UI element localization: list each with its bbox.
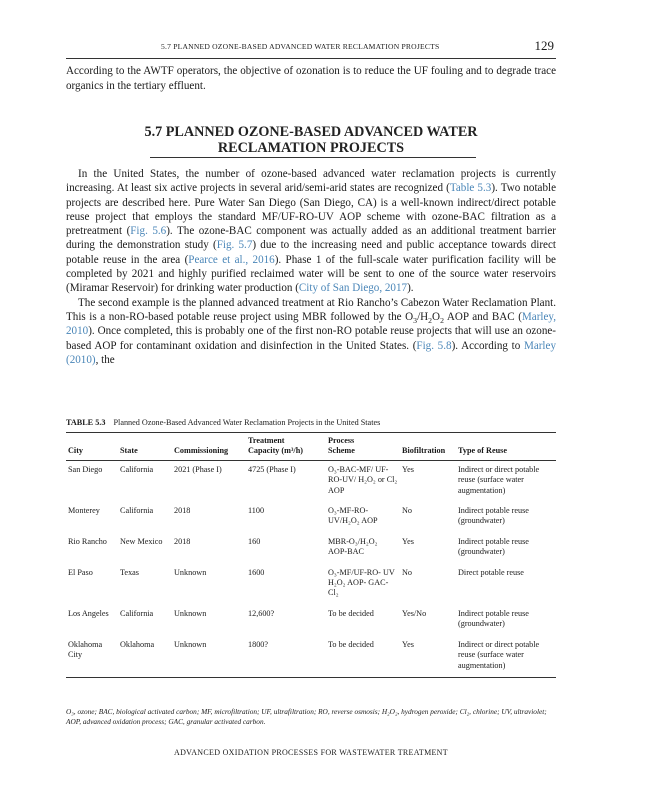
projects-table bbox=[66, 432, 556, 678]
cell-process: O₃-MF/UF-RO- UV H₂O₂ AOP- GAC-Cl₂ bbox=[328, 567, 395, 598]
text-run: ). Once completed, this is probably one of the first non-RO potable reuse projects that will use an ozone-based AOP for contaminant oxidation and disinfection in the United States. ( bbox=[66, 325, 556, 352]
cell-process: MBR-O₃/H₂O₂ AOP-BAC bbox=[328, 536, 378, 557]
book-title-footer: ADVANCED OXIDATION PROCESSES FOR WASTEWATER TREATMENT bbox=[174, 748, 448, 757]
section-title-line1: PLANNED OZONE-BASED ADVANCED WATER bbox=[165, 124, 478, 140]
cell-capacity: 160 bbox=[248, 536, 261, 546]
paragraph-2 bbox=[66, 296, 556, 367]
fig-5-6-link[interactable]: Fig. 5.6 bbox=[130, 225, 167, 238]
cell-capacity: 4725 (Phase I) bbox=[248, 464, 296, 474]
cell-reuse: Indirect or direct potable reuse (surface water augmentation) bbox=[458, 639, 540, 670]
cell-city: Rio Rancho bbox=[68, 536, 107, 546]
col-header-process bbox=[326, 433, 400, 461]
table-row bbox=[66, 460, 556, 502]
cell-commissioning: Unknown bbox=[174, 639, 207, 649]
cell-reuse: Indirect potable reuse (groundwater) bbox=[458, 536, 529, 557]
capacity-header-line1: Treatment bbox=[248, 436, 285, 445]
table-row bbox=[66, 564, 556, 605]
city-san-diego-2017-link[interactable]: City of San Diego, 2017 bbox=[298, 282, 408, 295]
cell-biofiltration: Yes bbox=[402, 464, 414, 474]
table-wrapper bbox=[66, 432, 556, 678]
process-header-line1: Process bbox=[328, 436, 355, 445]
cell-capacity: 1100 bbox=[248, 506, 265, 516]
col-header-reuse: Type of Reuse bbox=[458, 446, 507, 456]
cell-commissioning: Unknown bbox=[174, 567, 207, 577]
cell-state: Oklahoma bbox=[120, 639, 155, 649]
text-run: ). According to bbox=[451, 339, 524, 352]
capacity-header-line2: Capacity (m³/h) bbox=[248, 446, 303, 456]
process-header-line2: Scheme bbox=[328, 446, 355, 456]
col-header-commissioning: Commissioning bbox=[174, 446, 229, 456]
cell-commissioning: 2018 bbox=[174, 506, 191, 516]
fig-5-7-link[interactable]: Fig. 5.7 bbox=[216, 239, 253, 252]
cell-reuse: Direct potable reuse bbox=[458, 567, 524, 577]
text-run: ). Phase 1 of the full-scale water purification facility will be completed by 2021 and highly purified reclaimed water will be sent to one of the source water reservoirs (Miramar Reservoir) for drinking water production ( bbox=[66, 253, 556, 295]
cell-capacity: 1800? bbox=[248, 639, 269, 649]
section-rule bbox=[150, 157, 476, 158]
table-row bbox=[66, 502, 556, 533]
table-caption-text: Planned Ozone-Based Advanced Water Reclamation Projects in the United States bbox=[113, 418, 381, 427]
cell-reuse: Indirect potable reuse (groundwater) bbox=[458, 608, 529, 629]
table-row bbox=[66, 533, 556, 564]
table-row bbox=[66, 636, 556, 678]
section-number: 5.7 bbox=[144, 124, 163, 140]
cell-biofiltration: No bbox=[402, 506, 413, 516]
cell-city: Los Angeles bbox=[68, 608, 109, 618]
cell-state: California bbox=[120, 608, 154, 618]
marley-2010-link[interactable]: Marley, 2010 bbox=[66, 310, 556, 338]
col-header-state: State bbox=[120, 446, 138, 456]
cell-state: California bbox=[120, 506, 154, 516]
page-number: 129 bbox=[534, 38, 554, 53]
cell-reuse: Indirect potable reuse (groundwater) bbox=[458, 506, 529, 526]
text-run: In the United States, the number of ozone-based advanced water reclamation projects is currently increasing. At least six active projects in several arid/semi-arid states are recognized ( bbox=[66, 168, 556, 195]
cell-state: California bbox=[120, 464, 154, 474]
text-run: ). The ozone-BAC component was actually added as an additional treatment barrier during the demonstration study ( bbox=[66, 225, 556, 252]
intro-paragraph: According to the AWTF operators, the objective of ozonation is to reduce the UF fouling and to degrade trace organics in the tertiary effluent. bbox=[66, 65, 556, 92]
table-label: TABLE 5.3 bbox=[66, 418, 106, 427]
text-run: The second example is the planned advanced treatment at Rio Rancho’s Cabezon Water Reclamation Plant. This is a non-RO-based potable reuse project using MBR followed by the O bbox=[66, 296, 556, 323]
section-title bbox=[106, 124, 516, 156]
body-text bbox=[66, 167, 556, 367]
cell-state: New Mexico bbox=[120, 536, 163, 546]
cell-capacity: 12,600? bbox=[248, 608, 275, 618]
subscript: 3 bbox=[413, 316, 418, 326]
running-title: 5.7 PLANNED OZONE-BASED ADVANCED WATER RECLAMATION PROJECTS bbox=[161, 42, 440, 51]
cell-city: Oklahoma City bbox=[68, 639, 103, 660]
col-header-capacity bbox=[246, 433, 326, 461]
text-run: AOP and BAC ( bbox=[443, 310, 522, 323]
cell-process: To be decided bbox=[328, 639, 374, 649]
cell-process: O₃-MF-RO- UV/H₂O₂ AOP bbox=[328, 506, 378, 526]
cell-process: O₃-BAC-MF/ UF-RO-UV/ H₂O₂ or Cl₂ AOP bbox=[328, 464, 398, 495]
table-5-3-link[interactable]: Table 5.3 bbox=[449, 182, 492, 195]
running-header bbox=[66, 38, 556, 59]
cell-reuse: Indirect or direct potable reuse (surface water augmentation) bbox=[458, 464, 540, 495]
cell-city: El Paso bbox=[68, 567, 93, 577]
cell-process: To be decided bbox=[328, 608, 374, 618]
cell-commissioning: Unknown bbox=[174, 608, 207, 618]
table-caption bbox=[66, 418, 380, 427]
subscript: 2 bbox=[440, 316, 444, 326]
fig-5-8-link[interactable]: Fig. 5.8 bbox=[416, 339, 452, 352]
section-title-line2: RECLAMATION PROJECTS bbox=[217, 140, 405, 156]
cell-city: Monterey bbox=[68, 506, 100, 516]
table-row bbox=[66, 605, 556, 636]
cell-biofiltration: Yes/No bbox=[402, 608, 427, 618]
table-footnote: O₃, ozone; BAC, biological activated carbon; MF, microfiltration; UF, ultrafiltration; RO, reverse osmosis; H₂O₂, hydrogen peroxide; Cl₂, chlorine; UV, ultraviolet; AOP, advanced oxidation process; GAC, granular activated carbon. bbox=[66, 707, 547, 726]
table-header-row bbox=[66, 433, 556, 461]
col-header-biofiltration: Biofiltration bbox=[402, 446, 446, 456]
pearce-2016-link[interactable]: Pearce et al., 2016 bbox=[188, 253, 275, 266]
text-run: ) due to the increasing need and public acceptance towards direct potable reuse in the area ( bbox=[66, 239, 556, 266]
cell-commissioning: 2021 (Phase I) bbox=[174, 464, 222, 474]
cell-city: San Diego bbox=[68, 464, 103, 474]
text-run: /H bbox=[417, 310, 429, 323]
subscript: 2 bbox=[428, 316, 433, 326]
text-run: ). Two notable projects are described here. Pure Water San Diego (San Diego, CA) is a well-known indirect/direct potable reuse project that employs the standard MF/UF-RO-UV AOP scheme with ozone-BAC filtration as a pretreatment ( bbox=[66, 182, 557, 238]
cell-commissioning: 2018 bbox=[174, 536, 191, 546]
cell-biofiltration: No bbox=[402, 567, 413, 577]
cell-state: Texas bbox=[120, 567, 139, 577]
text-run: ). bbox=[407, 282, 414, 295]
cell-biofiltration: Yes bbox=[402, 536, 414, 546]
cell-capacity: 1600 bbox=[248, 567, 265, 577]
col-header-city: City bbox=[68, 446, 84, 456]
paragraph-1 bbox=[66, 167, 556, 296]
cell-biofiltration: Yes bbox=[402, 639, 414, 649]
text-run: , the bbox=[95, 353, 115, 366]
marley-2010-link-2[interactable]: Marley (2010) bbox=[66, 339, 556, 366]
text-run: O bbox=[432, 310, 441, 323]
